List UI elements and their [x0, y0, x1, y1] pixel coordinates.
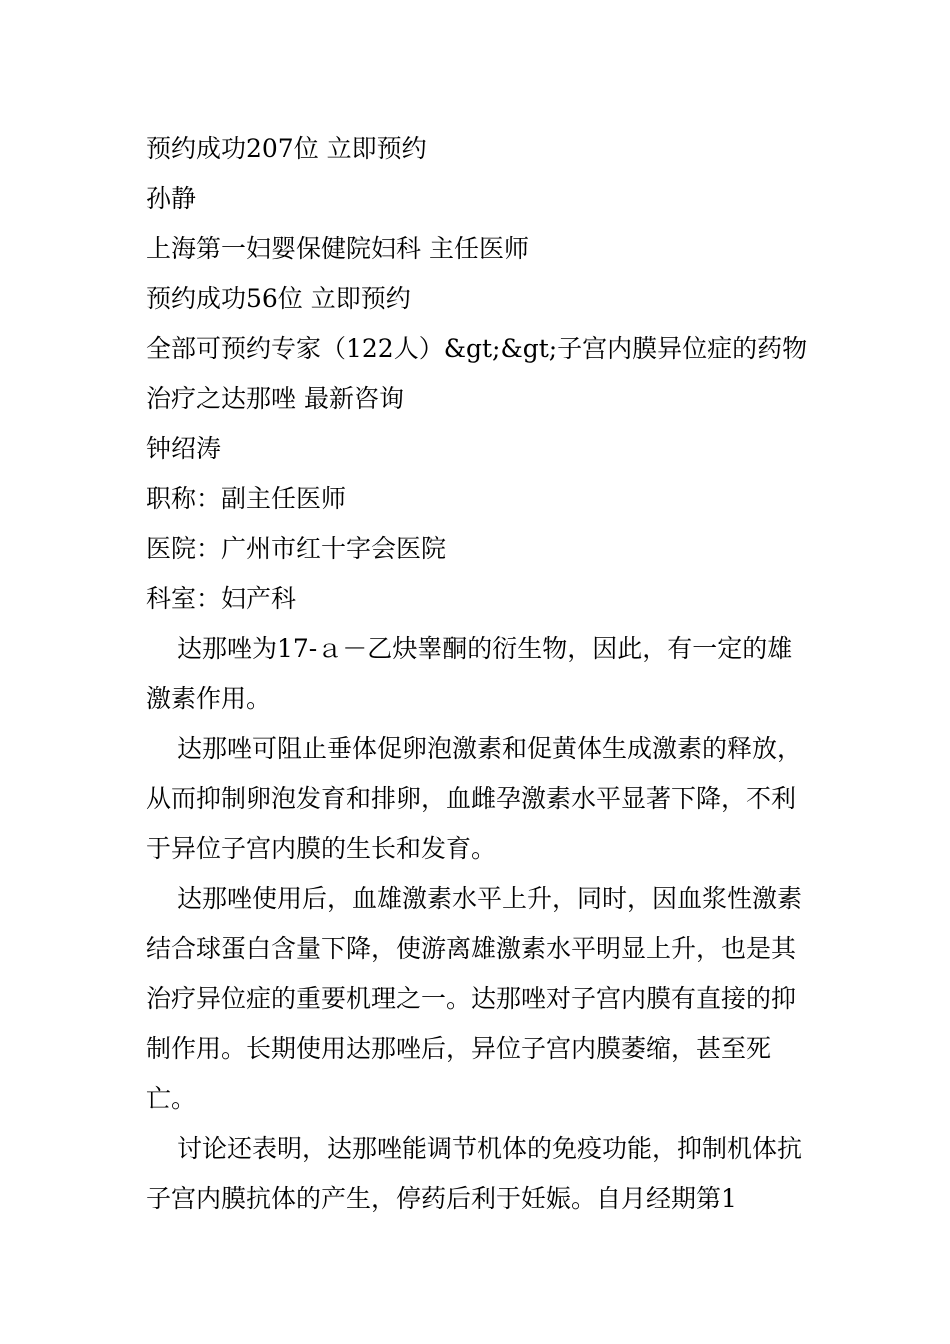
- appointment-count-line: 预约成功56位 立即预约: [146, 284, 411, 313]
- document-body: [146, 124, 808, 1224]
- article-title-line: 治疗之达那唑 最新咨询: [146, 384, 404, 413]
- body-paragraph: 达那唑使用后，血雄激素水平上升，同时，因血浆性激素结合球蛋白含量下降，使游离雄激素水平明显上升，也是其治疗异位症的重要机理之一。达那唑对子宫内膜有直接的抑制作用。长期使用达那唑后，异位子宫内膜萎缩，甚至死亡。: [146, 884, 803, 1113]
- experts-and-title-line: 全部可预约专家（122人）&gt;&gt;子宫内膜异位症的药物: [146, 334, 808, 363]
- body-paragraph: 达那唑为17-ａ－乙炔睾酮的衍生物，因此，有一定的雄激素作用。: [146, 634, 793, 713]
- author-name: 钟绍涛: [146, 434, 222, 463]
- author-title: 职称：副主任医师: [146, 484, 347, 513]
- author-department: 科室：妇产科: [146, 584, 297, 613]
- doctor-affiliation: 上海第一妇婴保健院妇科 主任医师: [146, 234, 529, 263]
- body-paragraph: 讨论还表明，达那唑能调节机体的免疫功能，抑制机体抗子宫内膜抗体的产生，停药后利于妊娠。自月经期第1: [146, 1134, 803, 1213]
- doctor-name: 孙静: [146, 184, 197, 213]
- appointment-count-line: 预约成功207位 立即预约: [146, 134, 427, 163]
- author-hospital: 医院：广州市红十字会医院: [146, 534, 447, 563]
- body-paragraph: 达那唑可阻止垂体促卵泡激素和促黄体生成激素的释放，从而抑制卵泡发育和排卵，血雌孕激素水平显著下降，不利于异位子宫内膜的生长和发育。: [146, 734, 803, 863]
